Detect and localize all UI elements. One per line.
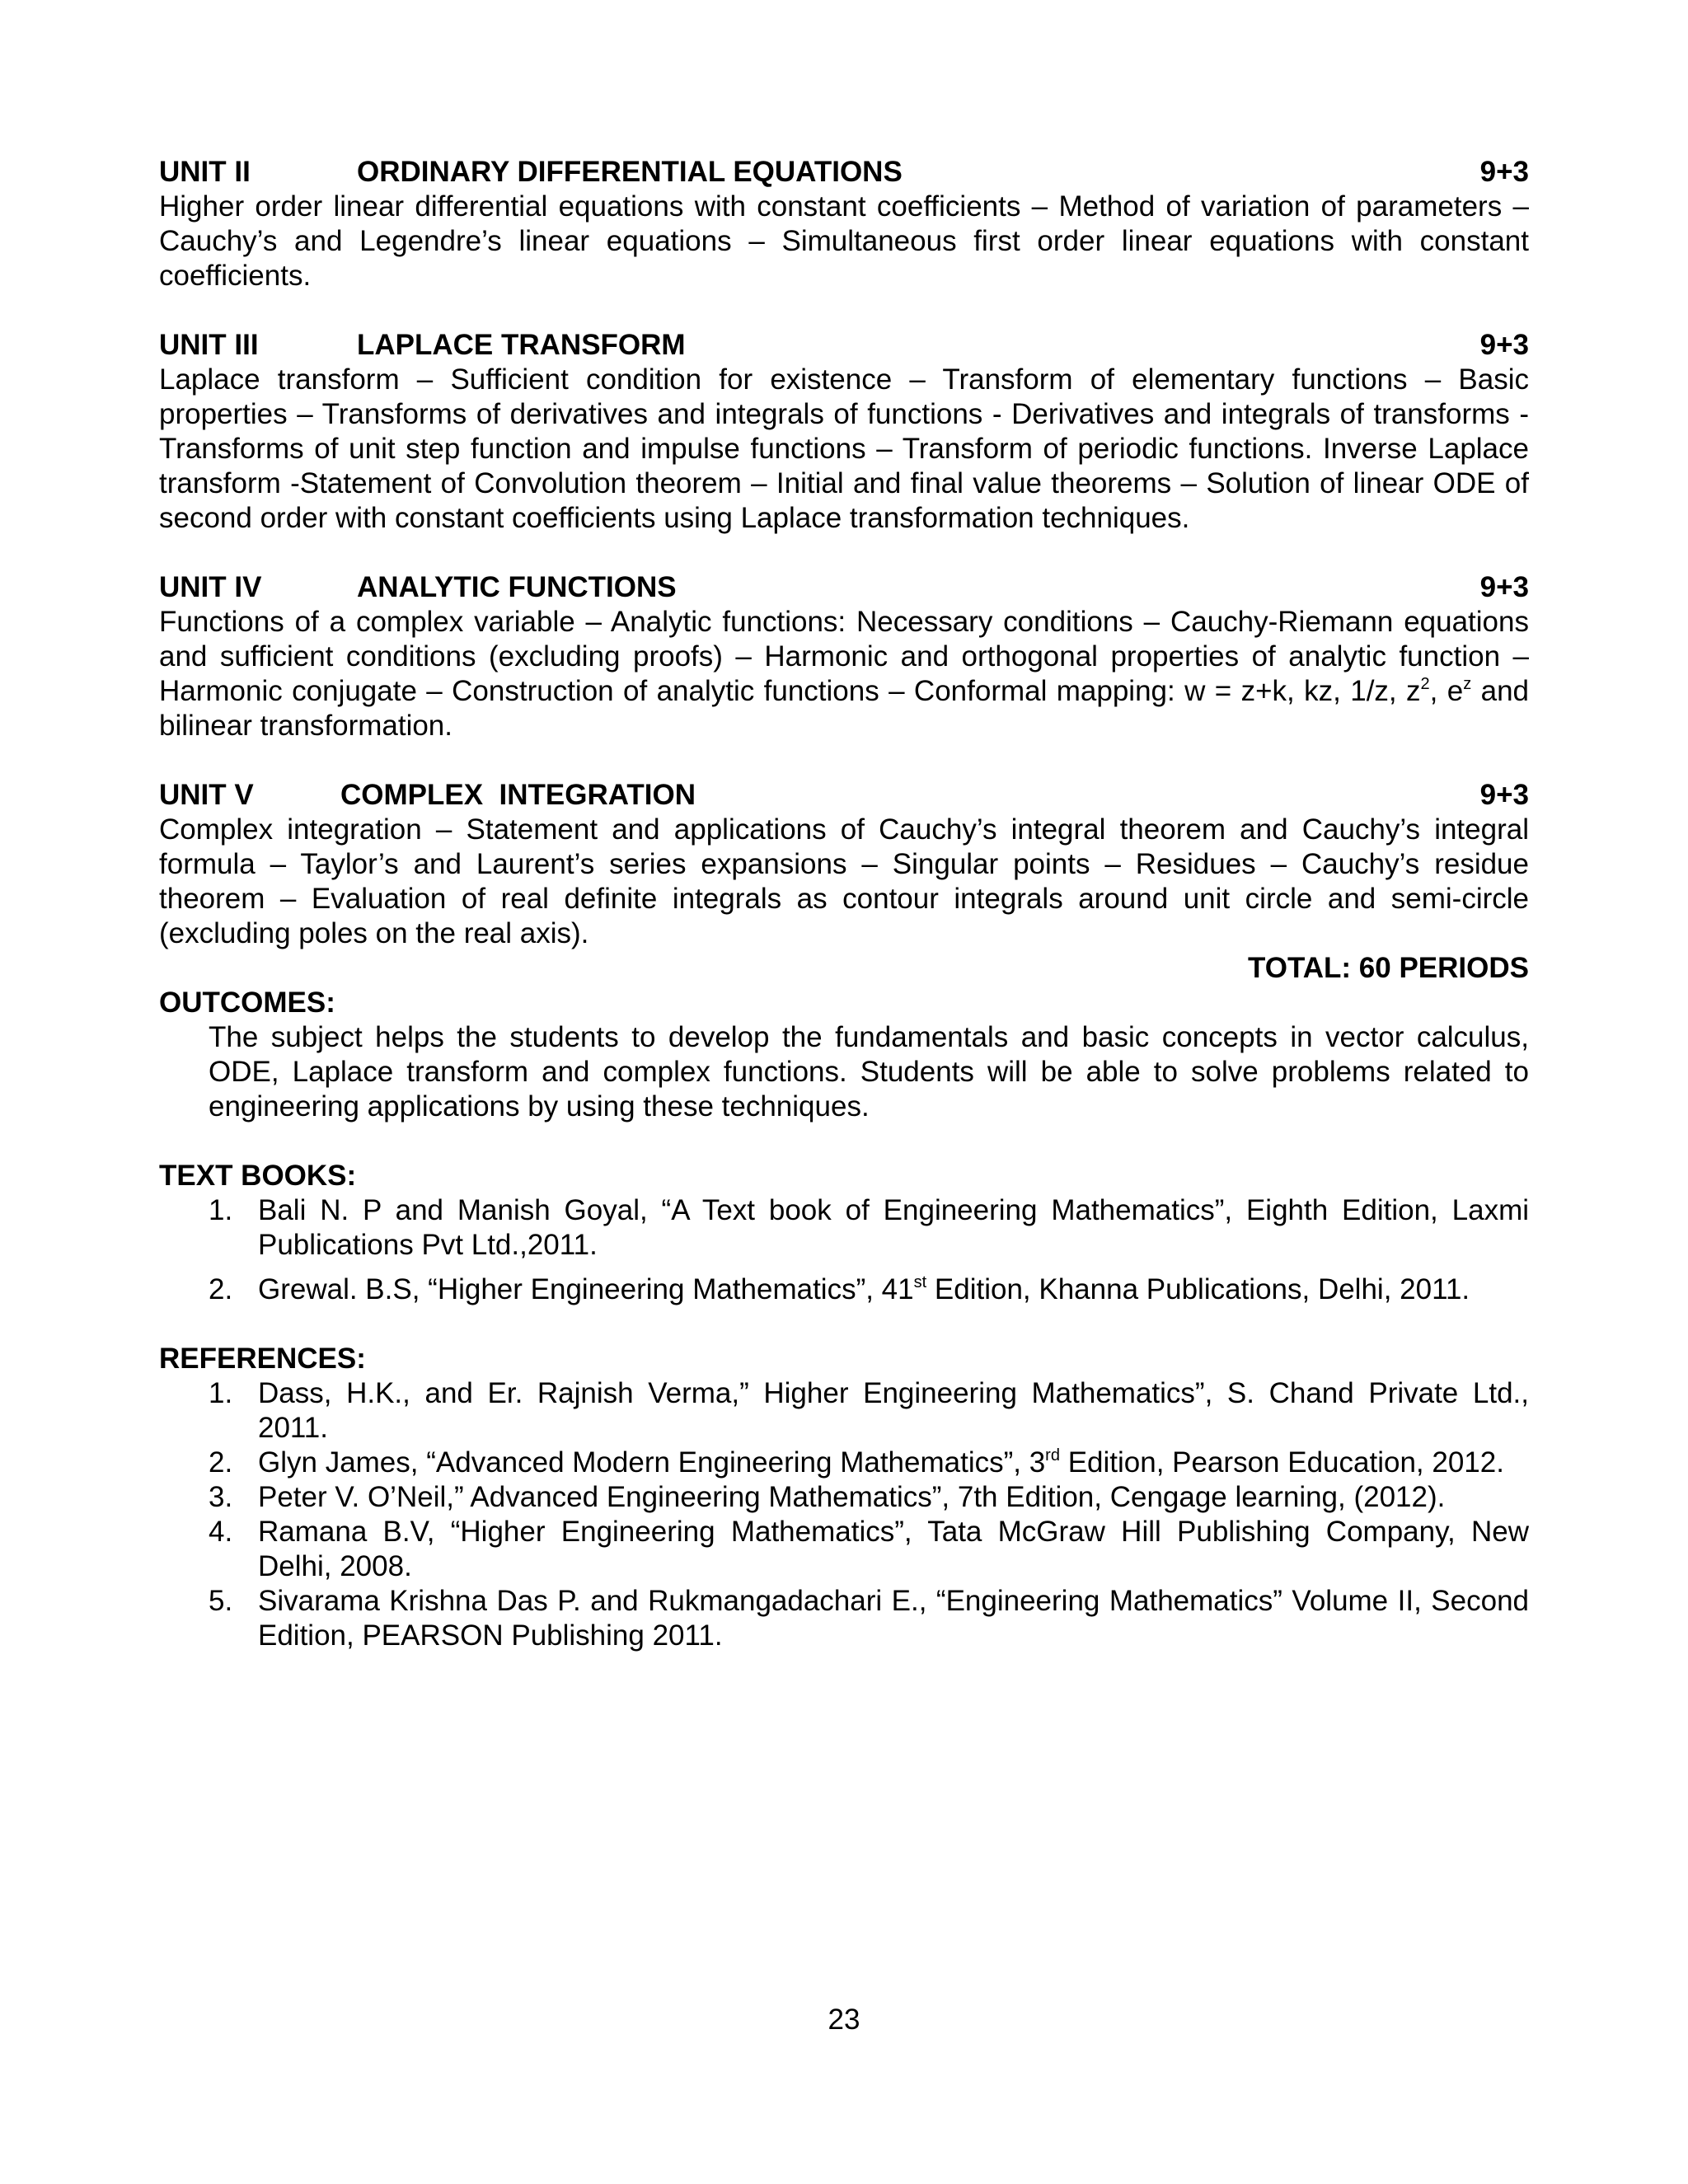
unit-4-body: [159, 605, 1529, 743]
unit-3-body: Laplace transform – Sufficient condition for existence – Transform of elementary functions – Basic properties – Transforms of derivatives and integrals of functions - Derivatives and integrals of transforms - Transforms of unit step function and impulse functions – Transform of periodic functions. Inverse Laplace transform -Statement of Convolution theorem – Initial and final value theorems – Solution of linear ODE of second order with constant coefficients using Laplace transformation techniques.: [159, 363, 1529, 534]
unit-2-heading: [159, 155, 1529, 190]
textbook-2: [258, 1272, 1529, 1307]
unit-2-body: Higher order linear differential equations with constant coefficients – Method of variation of parameters – Cauchy’s and Legendre’s linear equations – Simultaneous first order linear equations with constant coefficients.: [159, 190, 1529, 292]
list-item: [159, 1376, 1529, 1446]
textbook-2-text: Grewal. B.S, “Higher Engineering Mathematics”, 41: [258, 1273, 914, 1305]
reference-2-text: Edition, Pearson Education, 2012.: [1059, 1446, 1504, 1479]
list-number: 5.: [209, 1585, 233, 1617]
unit-number: UNIT V: [159, 779, 254, 811]
unit-hours: 9+3: [1479, 571, 1529, 603]
textbooks-list: [159, 1193, 1529, 1307]
unit-4-body-text: Functions of a complex variable – Analytic functions: Necessary conditions – Cauchy-Riemann equations and sufficient conditions (excluding proofs) – Harmonic and orthogonal properties of analytic function – Harmonic conjugate – Construction of analytic functions – Conformal mapping: w = z+k, kz, 1/z, z: [159, 606, 1529, 707]
list-item: [159, 1193, 1529, 1263]
unit-5-heading: [159, 778, 1529, 813]
syllabus-page: [159, 155, 1529, 1653]
unit-4-body-text: and bilinear transformation.: [159, 675, 1530, 742]
list-item: [159, 1480, 1529, 1515]
reference-2-text: Glyn James, “Advanced Modern Engineering Mathematics”, 3: [258, 1446, 1046, 1479]
reference-2: [258, 1446, 1529, 1480]
list-number: 1.: [209, 1194, 233, 1226]
unit-4-body-text: , e: [1429, 675, 1464, 707]
unit-5-body: Complex integration – Statement and applications of Cauchy’s integral theorem and Cauchy’s integral formula – Taylor’s and Laurent’s series expansions – Singular points – Residues – Cauchy’s residue theorem – Evaluation of real definite integrals as contour integrals around unit circle and semi-circle (excluding poles on the real axis).: [159, 813, 1529, 949]
reference-5: Sivarama Krishna Das P. and Rukmangadachari E., “Engineering Mathematics” Volume II, Second Edition, PEARSON Publishing 2011.: [258, 1585, 1529, 1652]
textbooks-heading: TEXT BOOKS:: [159, 1160, 357, 1192]
references-list: [159, 1376, 1529, 1653]
superscript: z: [1463, 675, 1472, 693]
unit-title: LAPLACE TRANSFORM: [357, 329, 686, 361]
reference-1: Dass, H.K., and Er. Rajnish Verma,” Higher Engineering Mathematics”, S. Chand Private Ltd., 2011.: [258, 1377, 1529, 1444]
unit-hours: 9+3: [1479, 329, 1529, 361]
unit-number: UNIT III: [159, 329, 259, 361]
unit-number: UNIT IV: [159, 571, 262, 603]
list-number: 1.: [209, 1377, 233, 1409]
list-number: 4.: [209, 1516, 233, 1548]
textbook-1: Bali N. P and Manish Goyal, “A Text book of Engineering Mathematics”, Eighth Edition, Laxmi Publications Pvt Ltd.,2011.: [258, 1194, 1529, 1261]
list-item: [159, 1515, 1529, 1584]
list-item: [159, 1584, 1529, 1653]
superscript: st: [913, 1273, 927, 1291]
list-item: [159, 1446, 1529, 1480]
outcomes-text: The subject helps the students to develop the fundamentals and basic concepts in vector calculus, ODE, Laplace transform and complex functions. Students will be able to solve problems related to engineering applications by using these techniques.: [209, 1021, 1529, 1122]
unit-hours: 9+3: [1479, 779, 1529, 811]
textbook-2-text: Edition, Khanna Publications, Delhi, 2011.: [926, 1273, 1470, 1305]
list-number: 3.: [209, 1481, 233, 1513]
unit-3-heading: [159, 328, 1529, 363]
unit-number: UNIT II: [159, 156, 251, 188]
reference-3: Peter V. O’Neil,” Advanced Engineering Mathematics”, 7th Edition, Cengage learning, (2012).: [258, 1481, 1446, 1513]
superscript: rd: [1045, 1446, 1060, 1465]
superscript: 2: [1420, 675, 1430, 693]
total-periods: TOTAL: 60 PERIODS: [1248, 952, 1529, 984]
unit-title: COMPLEX INTEGRATION: [340, 779, 696, 811]
page-number: 23: [828, 2004, 860, 2036]
unit-title: ORDINARY DIFFERENTIAL EQUATIONS: [357, 156, 903, 188]
list-number: 2.: [209, 1273, 233, 1305]
references-heading: REFERENCES:: [159, 1343, 366, 1375]
list-item: [159, 1272, 1529, 1307]
reference-4: Ramana B.V, “Higher Engineering Mathematics”, Tata McGraw Hill Publishing Company, New Delhi, 2008.: [258, 1516, 1529, 1582]
list-number: 2.: [209, 1446, 233, 1479]
unit-hours: 9+3: [1479, 156, 1529, 188]
outcomes-heading: OUTCOMES:: [159, 987, 335, 1019]
unit-4-heading: [159, 570, 1529, 605]
unit-title: ANALYTIC FUNCTIONS: [357, 571, 677, 603]
